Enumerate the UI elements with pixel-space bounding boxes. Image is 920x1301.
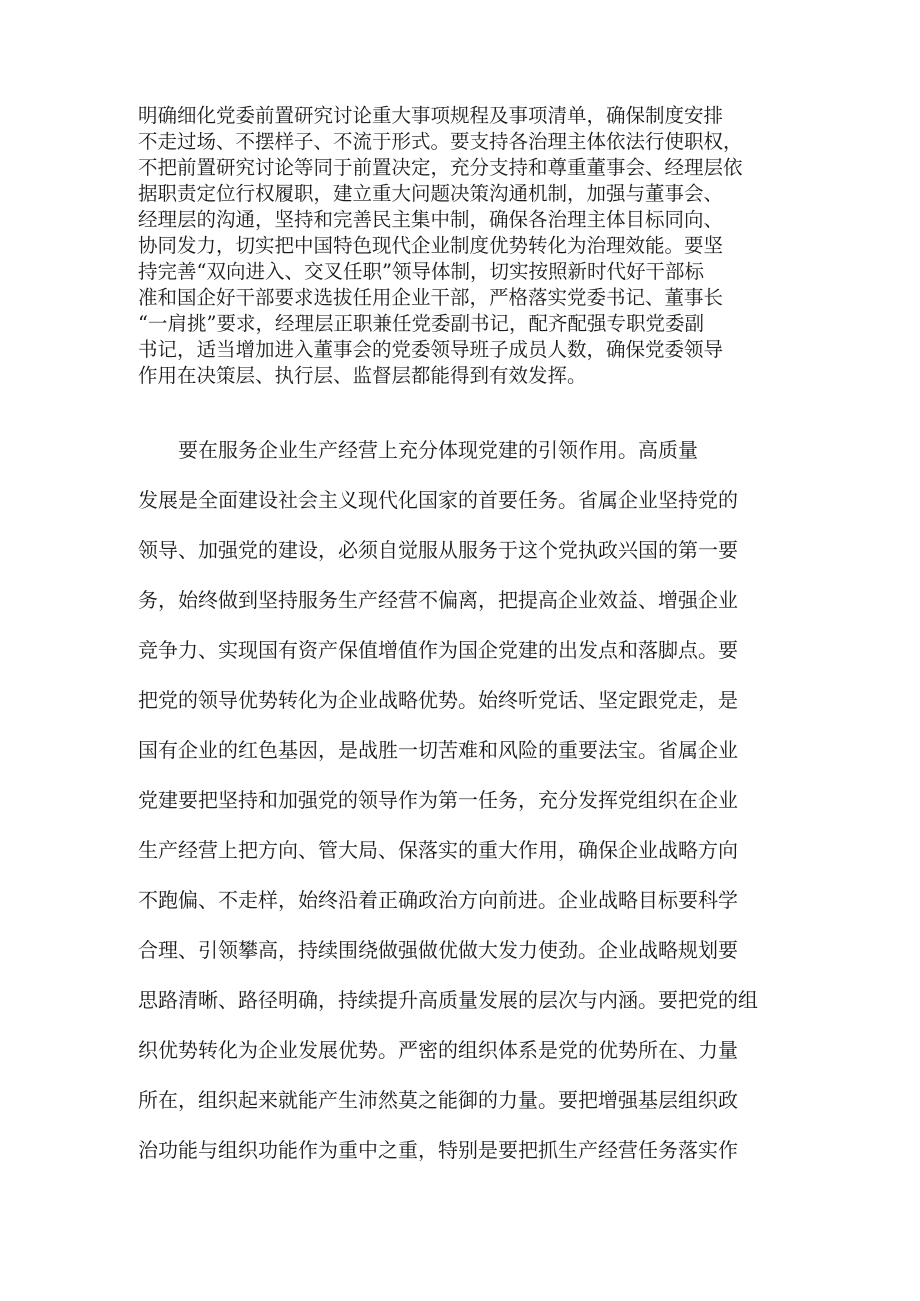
text-line: 据职责定位行权履职，建立重大问题决策沟通机制，加强与董事会、 (138, 182, 724, 205)
text-line: 所在，组织起来就能产生沛然莫之能御的力量。要把增强基层组织政 (138, 1088, 738, 1112)
text-line: 思路清晰、路径明确，持续提升高质量发展的层次与内涵。要把党的组 (138, 988, 758, 1012)
text-line: 领导、加强党的建设，必须自觉服从服务于这个党执政兴国的第一要 (138, 538, 738, 562)
text-line: 作用在决策层、执行层、监督层都能得到有效发挥。 (138, 364, 587, 387)
text-line: 生产经营上把方向、管大局、保落实的重大作用，确保企业战略方向 (138, 838, 738, 862)
text-line: 持完善“双向进入、交叉任职”领导体制，切实按照新时代好干部标 (138, 260, 704, 283)
text-line: 书记，适当增加进入董事会的党委领导班子成员人数，确保党委领导 (138, 338, 724, 361)
text-line: 不走过场、不摆样子、不流于形式。要支持各治理主体依法行使职权， (138, 130, 743, 153)
text-line: 明确细化党委前置研究讨论重大事项规程及事项清单，确保制度安排 (138, 104, 724, 127)
text-line: 治功能与组织功能作为重中之重，特别是要把抓生产经营任务落实作 (138, 1138, 738, 1162)
text-line: 不跑偏、不走样，始终沿着正确政治方向前进。企业战略目标要科学 (138, 888, 738, 912)
text-line: 发展是全面建设社会主义现代化国家的首要任务。省属企业坚持党的 (138, 488, 738, 512)
text-line: 国有企业的红色基因，是战胜一切苦难和风险的重要法宝。省属企业 (138, 738, 738, 762)
text-line: 织优势转化为企业发展优势。严密的组织体系是党的优势所在、力量 (138, 1038, 738, 1062)
text-line: 准和国企好干部要求选拔任用企业干部，严格落实党委书记、董事长 (138, 286, 724, 309)
text-line: 协同发力，切实把中国特色现代企业制度优势转化为治理效能。要坚 (138, 234, 724, 257)
text-line: 合理、引领攀高，持续围绕做强做优做大发力使劲。企业战略规划要 (138, 938, 738, 962)
text-line: 把党的领导优势转化为企业战略优势。始终听党话、坚定跟党走，是 (138, 688, 738, 712)
text-line: 党建要把坚持和加强党的领导作为第一任务，充分发挥党组织在企业 (138, 788, 738, 812)
text-line: 要在服务企业生产经营上充分体现党建的引领作用。高质量 (138, 438, 698, 462)
text-line: 经理层的沟通，坚持和完善民主集中制，确保各治理主体目标同向、 (138, 208, 724, 231)
text-line: 务，始终做到坚持服务生产经营不偏离，把提高企业效益、增强企业 (138, 588, 738, 612)
text-line: 不把前置研究讨论等同于前置决定，充分支持和尊重董事会、经理层依 (138, 156, 743, 179)
text-line: “一肩挑”要求，经理层正职兼任党委副书记，配齐配强专职党委副 (138, 312, 704, 335)
text-line: 竞争力、实现国有资产保值增值作为国企党建的出发点和落脚点。要 (138, 638, 738, 662)
